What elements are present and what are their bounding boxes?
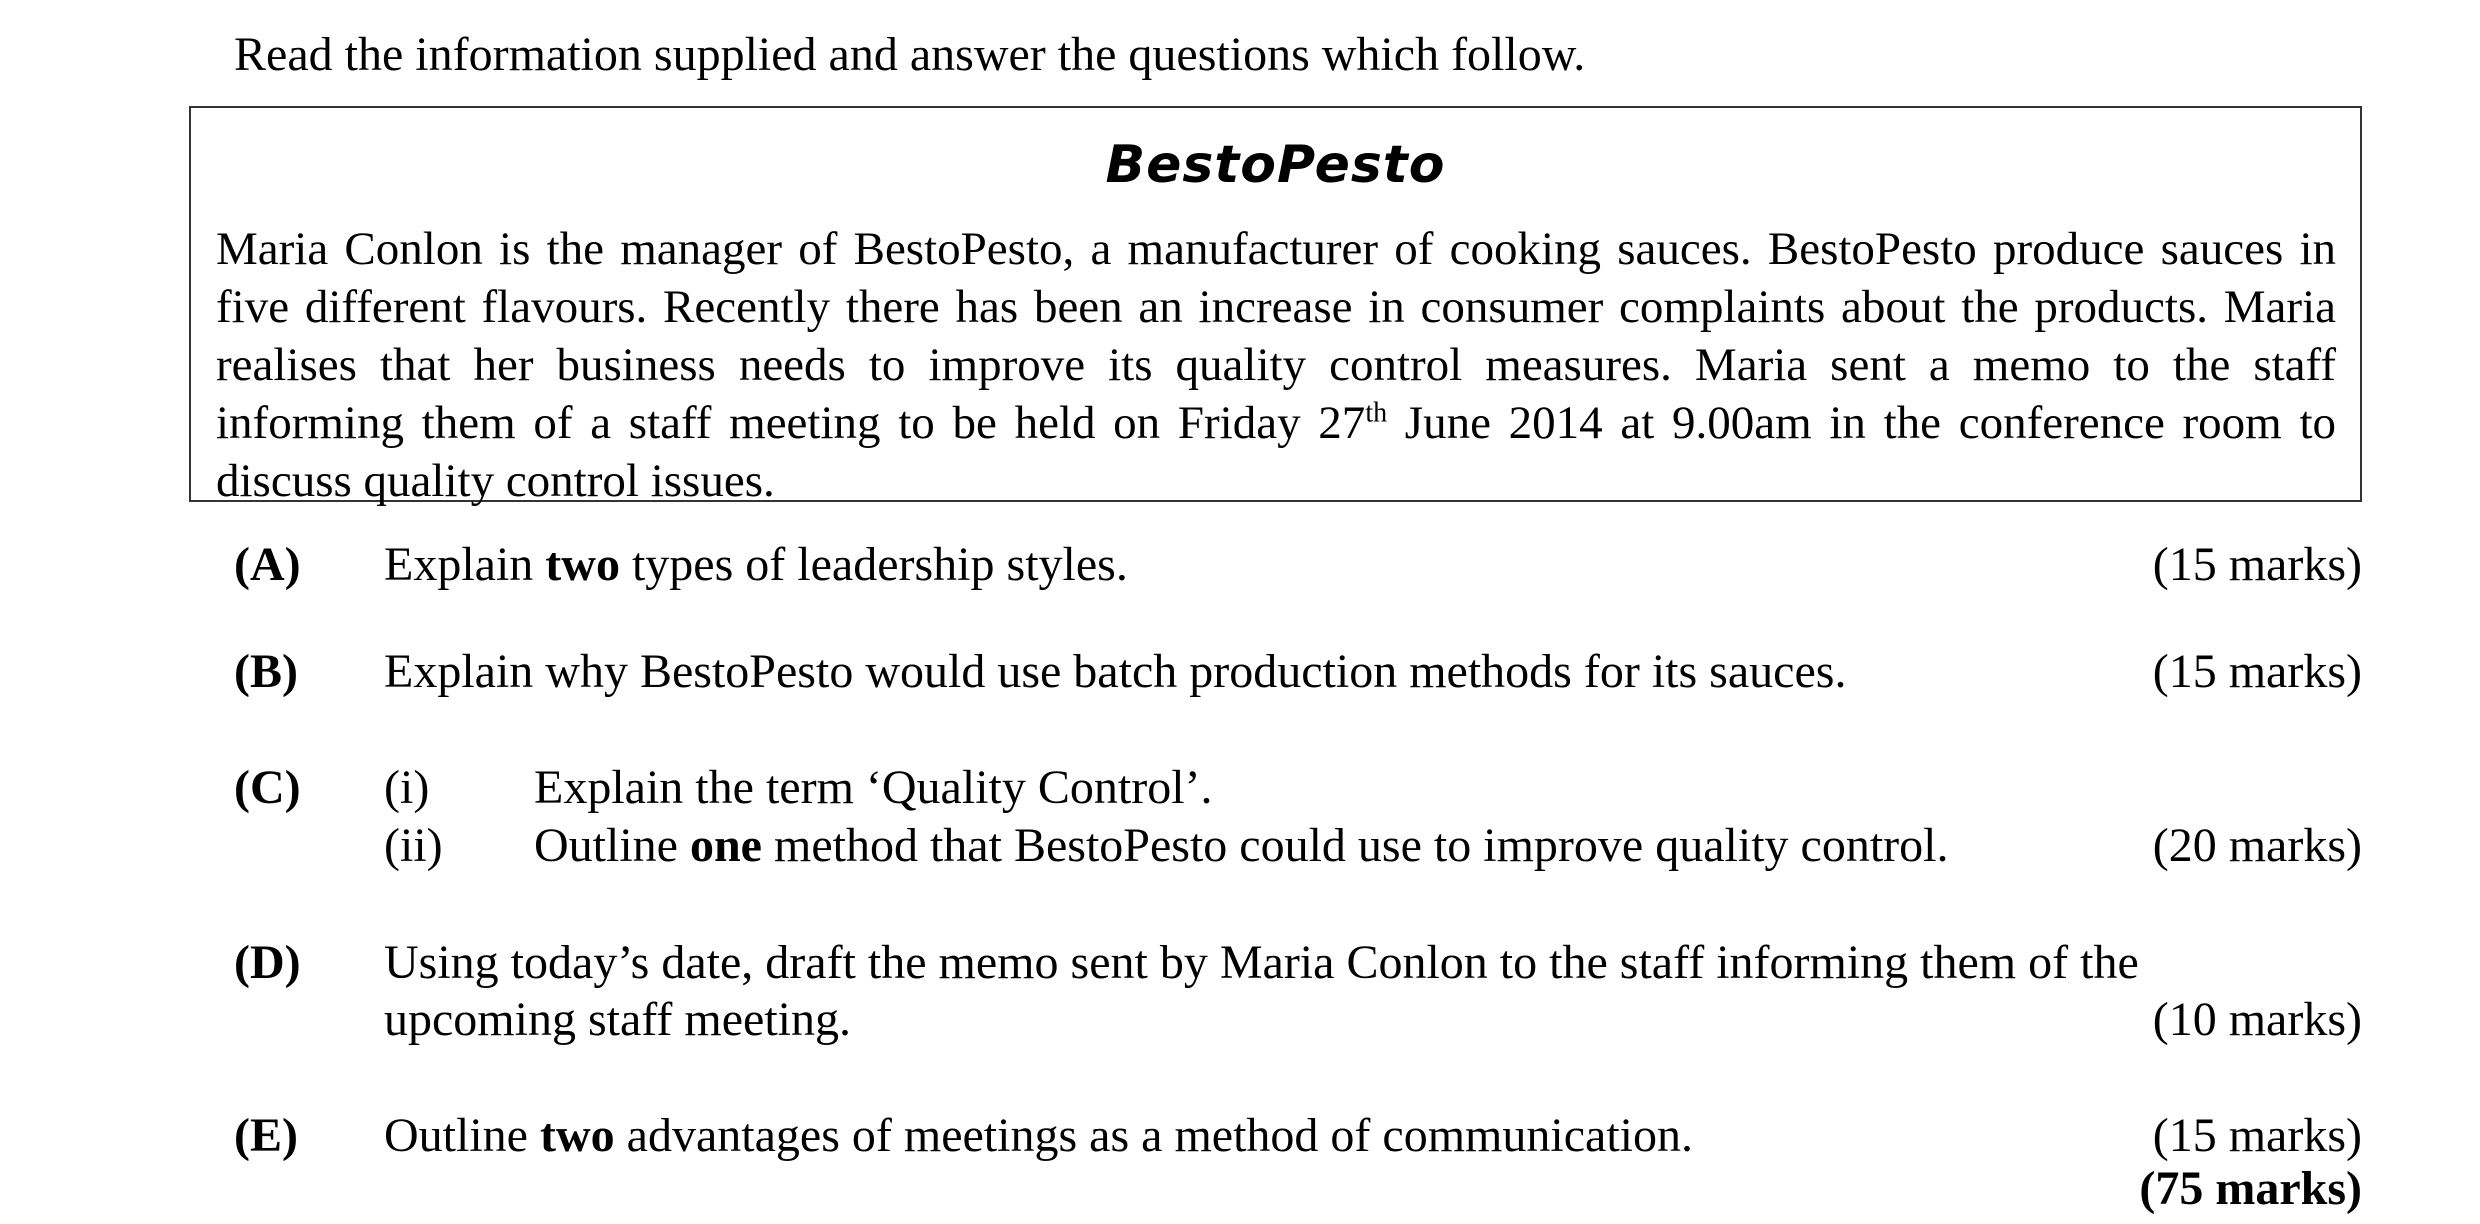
question-text-post: types of leadership styles. [619,538,1128,591]
question-label: (A) [234,538,301,591]
question-marks: (15 marks) [2152,1109,2362,1162]
question-marks: (15 marks) [2152,538,2362,591]
question-text-bold: two [545,538,620,591]
subquestion-i-text: Explain the term ‘Quality Control’. [534,761,1213,814]
question-marks: (10 marks) [2152,993,2362,1046]
question-label: (D) [234,936,301,989]
question-c [234,759,2362,879]
question-e [234,1107,2362,1167]
question-text [384,536,1128,594]
question-text: Explain why BestoPesto would use batch production methods for its sauces. [384,645,1847,698]
question-b [234,643,2362,703]
question-text-bold: two [539,1109,615,1162]
question-label: (C) [234,761,301,814]
case-text-end: June 2014 at 9.00am in the conference room to discuss quality control issues. [216,397,2337,507]
question-text-pre: Explain [384,538,546,591]
question-d [234,934,2362,1054]
subquestion-i-label: (i) [384,761,430,814]
subquestion-ii-text [534,817,1948,875]
question-text-post: advantages of meetings as a method of communication. [614,1109,1693,1162]
subquestion-ii-pre: Outline [534,819,690,872]
question-marks: (20 marks) [2152,819,2362,872]
question-label: (E) [234,1109,298,1162]
question-marks: (15 marks) [2152,645,2362,698]
subquestion-ii-label: (ii) [384,819,443,872]
case-study-box [189,106,2362,507]
question-a [234,536,2362,596]
question-text-line1: Using today’s date, draft the memo sent by Maria Conlon to the staff informing them of the [384,936,2139,989]
question-text-pre: Outline [384,1109,540,1162]
subquestion-ii-post: method that BestoPesto could use to improve quality control. [761,819,1949,872]
case-text-superscript: th [1365,397,1388,429]
total-marks: (75 marks) [2139,1162,2362,1215]
case-text-main: Maria Conlon is the manager of BestoPesto, a manufacturer of cooking sauces. BestoPesto produce sauces in five different flavours. Recently there has been an increase in consumer complaints about the products. Maria realises that her business needs to improve its quality control measures. Maria sent a memo to the staff informing them of a staff meeting to be held on Friday 27 [216,223,2336,449]
instructions: Read the information supplied and answer the questions which follow. [234,28,1586,81]
case-study-text [216,220,2336,510]
case-study-title: BestoPesto [1105,135,1446,195]
question-text [384,1107,1693,1165]
question-text-line2: upcoming staff meeting. [384,993,852,1046]
subquestion-ii-bold: one [689,819,762,872]
question-label: (B) [234,645,298,698]
